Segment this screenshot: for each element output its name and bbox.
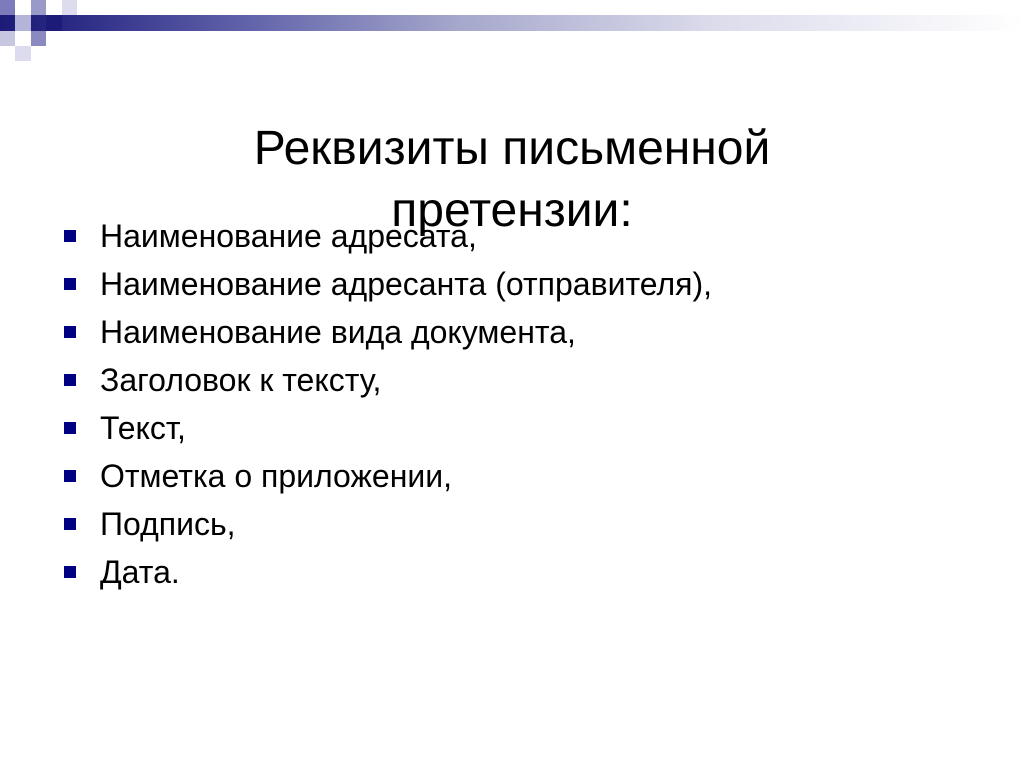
square-bullet-icon [64, 374, 76, 386]
list-item-text: Наименование адресата, [100, 218, 477, 254]
square-bullet-icon [64, 566, 76, 578]
square-bullet-icon [64, 326, 76, 338]
list-item-text: Заголовок к тексту, [100, 362, 382, 398]
square-bullet-icon [64, 518, 76, 530]
decor-square-icon [0, 0, 15, 15]
decor-square-icon [31, 31, 46, 46]
decor-square-icon [15, 15, 31, 31]
list-item-text: Подпись, [100, 506, 236, 542]
square-bullet-icon [64, 278, 76, 290]
square-bullet-icon [64, 230, 76, 242]
slide-title: Реквизиты письменной претензии: [253, 122, 771, 238]
header-gradient-band [0, 15, 1024, 31]
list-item-text: Наименование адресанта (отправителя), [100, 266, 713, 302]
decor-square-icon [62, 0, 77, 15]
square-bullet-icon [64, 470, 76, 482]
decor-square-icon [31, 0, 46, 15]
decor-square-icon [0, 31, 15, 46]
list-item-text: Отметка о приложении, [100, 458, 452, 494]
square-bullet-icon [64, 422, 76, 434]
decor-square-icon [15, 46, 31, 61]
list-item-text: Наименование вида документа, [100, 314, 576, 350]
list-item-text: Текст, [100, 410, 186, 446]
decor-square-icon [46, 15, 62, 31]
list-item-text: Дата. [100, 554, 180, 590]
